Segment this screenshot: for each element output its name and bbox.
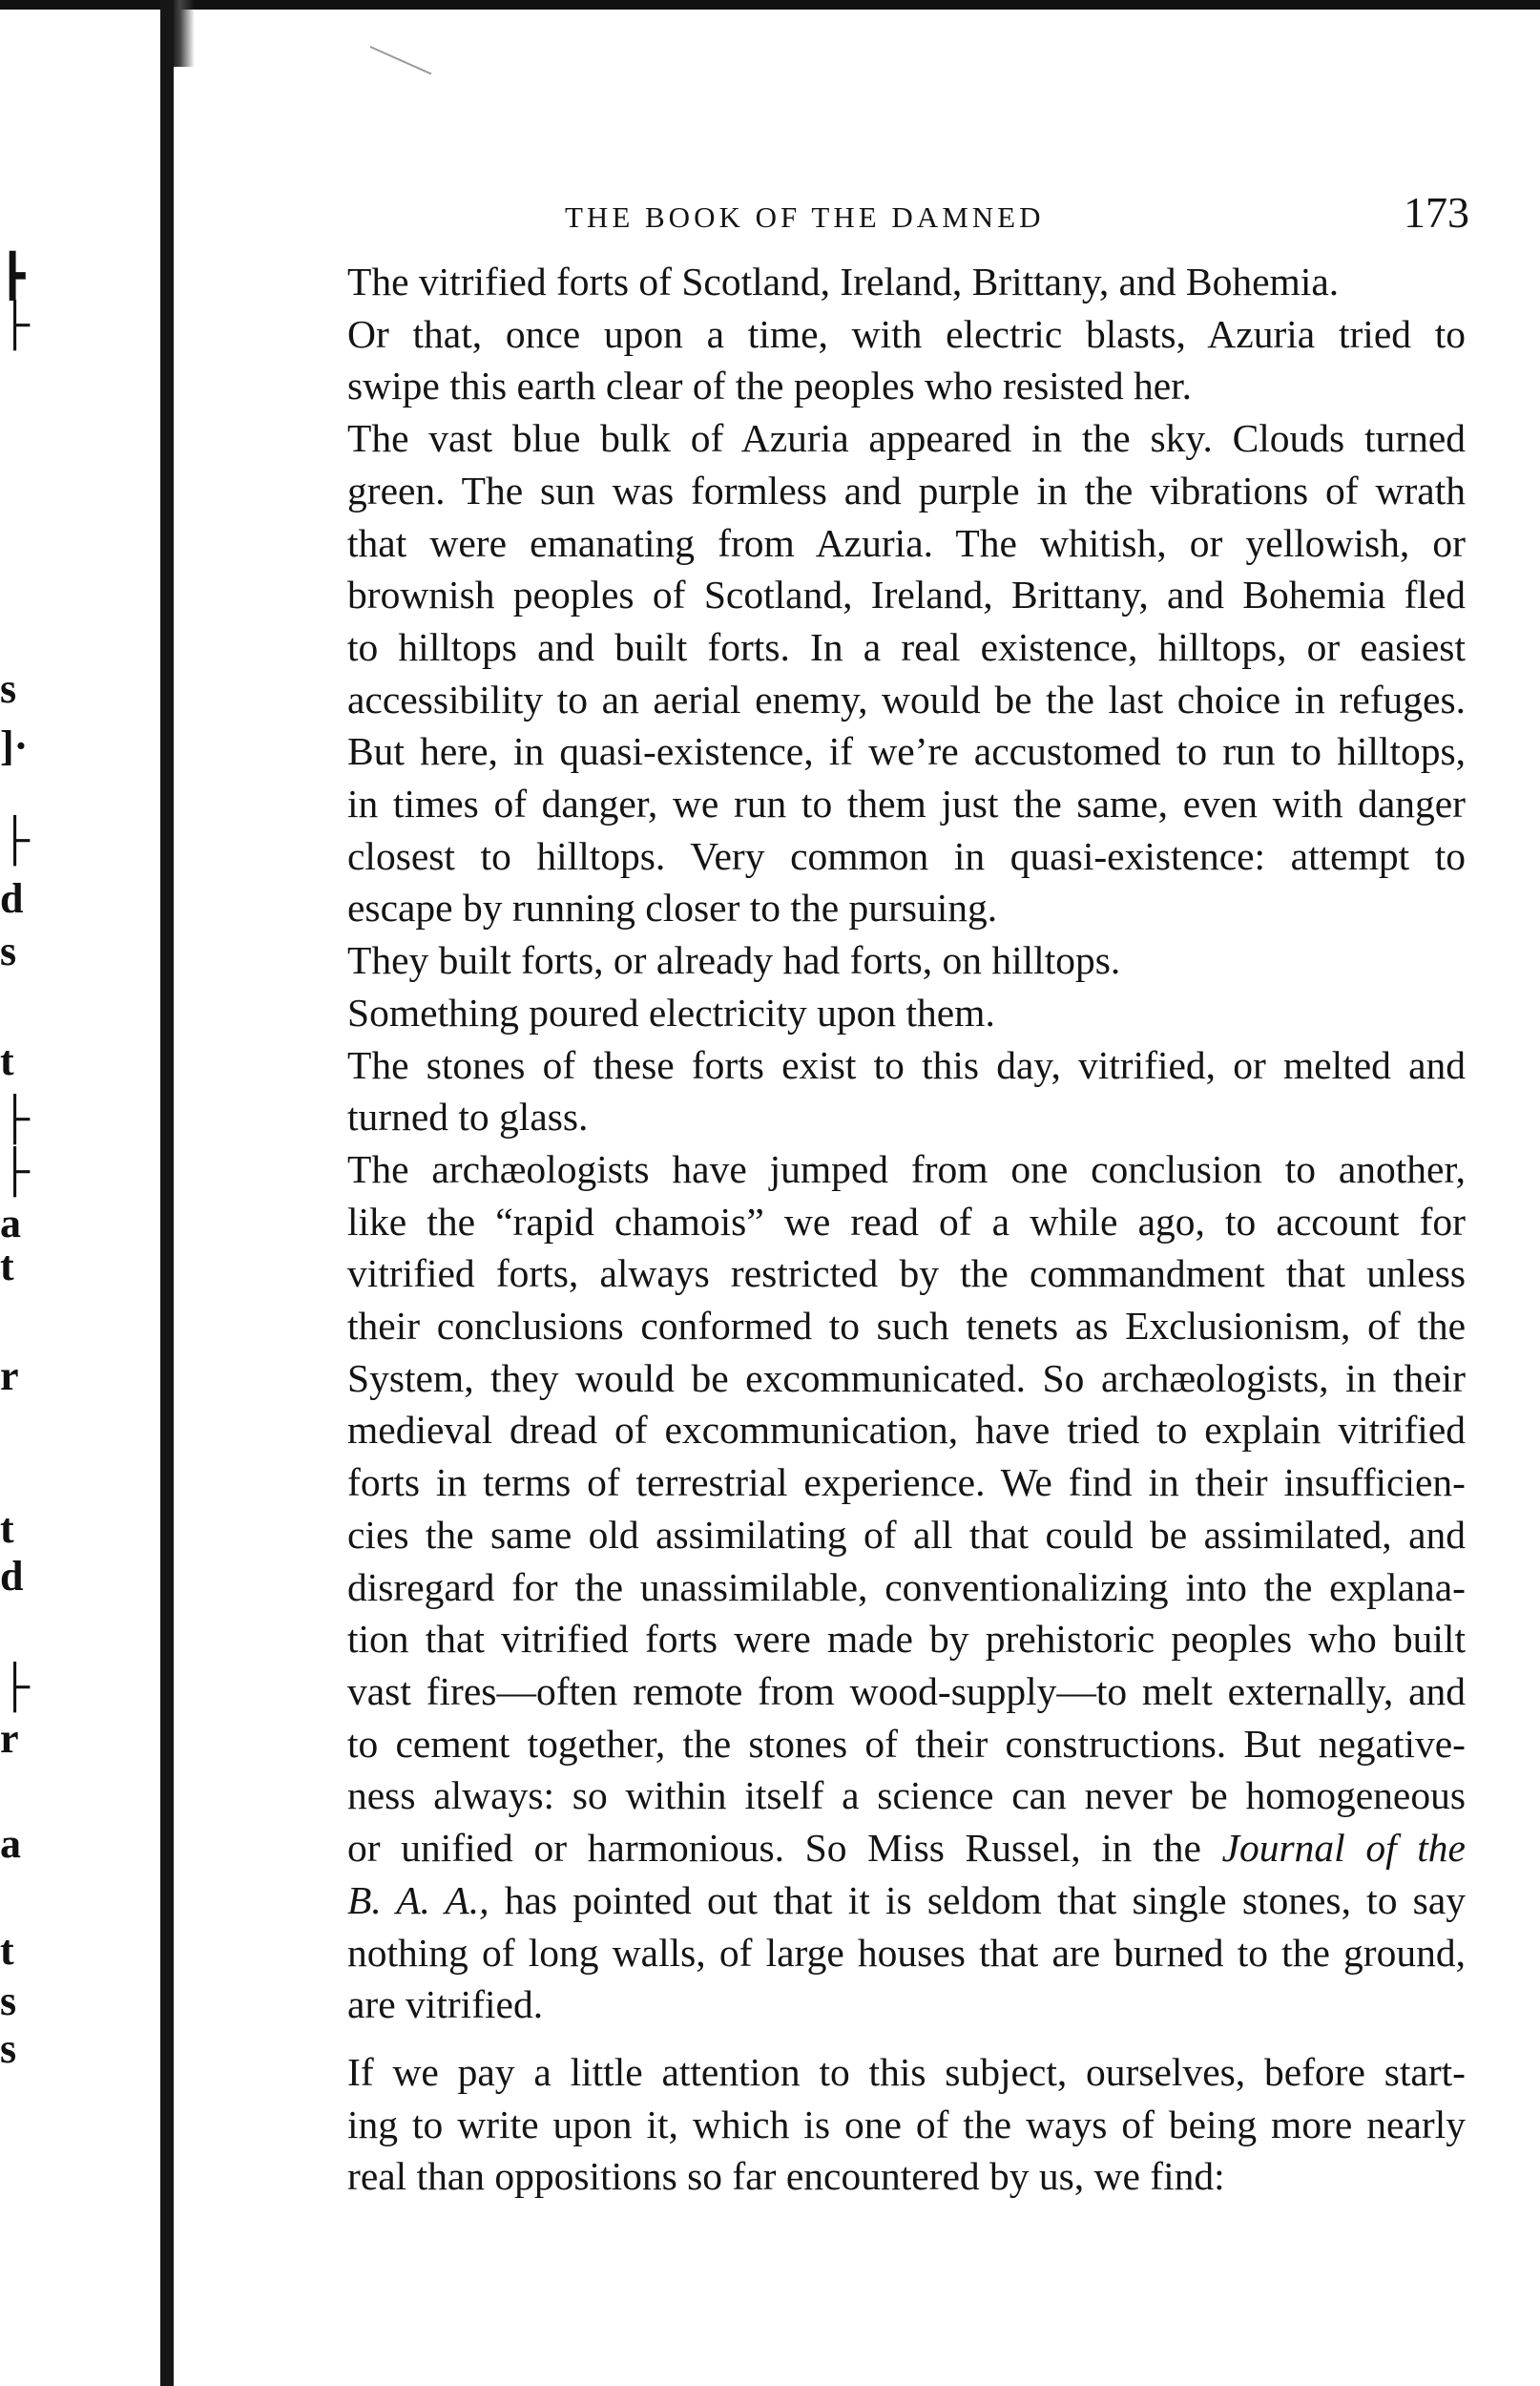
bleed-char: t: [0, 1243, 14, 1289]
bleed-char: t: [0, 1037, 14, 1084]
text-line: disregard for the unassimilable, conventionalizing into the explana-: [347, 1564, 1466, 1609]
text-line: vitrified forts, always restricted by the commandment that unless: [347, 1251, 1466, 1296]
text-line: medieval dread of excommunication, have tried to explain vitrified: [347, 1408, 1466, 1453]
book-spine-shadow: [160, 0, 174, 2386]
text-line: brownish peoples of Scotland, Ireland, Brittany, and Bohemia fled: [347, 573, 1466, 617]
bleed-char: ├: [0, 1147, 31, 1194]
spine-notch: [174, 0, 195, 67]
text-line-with-journal: [309, 1822, 1466, 1874]
text-line: swipe this earth clear of the peoples who resisted her.: [347, 364, 1193, 408]
text-line: that were emanating from Azuria. The whitish, or yellowish, or: [347, 520, 1466, 565]
page-header: [305, 187, 1469, 244]
bleed-char: d: [0, 875, 24, 922]
text-line: They built forts, or already had forts, on hilltops.: [347, 938, 1121, 983]
paragraph: [309, 412, 1466, 934]
text-line: in times of danger, we run to them just the same, even with danger: [347, 782, 1466, 827]
text-line: vast fires—often remote from wood-supply—to melt externally, and: [347, 1668, 1466, 1713]
scan-scratch-mark: [370, 46, 432, 74]
bleed-char: a: [0, 1820, 21, 1867]
journal-title-continued: B. A. A.,: [347, 1877, 489, 1922]
bleed-char: r: [0, 1352, 19, 1399]
bleed-char: ├: [0, 1095, 31, 1141]
paragraph: [309, 1143, 1466, 2031]
text-line: accessibility to an aerial enemy, would be the last choice in refuges.: [347, 677, 1466, 722]
text-line: green. The sun was formless and purple in the vibrations of wrath: [347, 468, 1466, 513]
page-top-edge: [0, 0, 1540, 10]
bleed-char: t: [0, 1927, 14, 1974]
paragraph: [309, 308, 1466, 412]
text-line: The archæologists have jumped from one conclusion to another,: [347, 1146, 1466, 1191]
bleed-char: ├: [0, 1663, 31, 1709]
bleed-char: ]·: [0, 722, 29, 769]
text-line: cies the same old assimilating of all that could be assimilated, and: [347, 1512, 1466, 1557]
paragraph: [309, 256, 1466, 308]
text-line: The vast blue bulk of Azuria appeared in the sky. Clouds turned: [347, 416, 1466, 461]
text-line: Or that, once upon a time, with electric blasts, Azuria tried to: [347, 311, 1466, 356]
text-line: nothing of long walls, of large houses that are burned to the ground,: [347, 1930, 1466, 1975]
bleed-char: s: [0, 2025, 17, 2072]
paragraph: [309, 2046, 1466, 2203]
text-line: The stones of these forts exist to this day, vitrified, or melted and: [347, 1042, 1466, 1087]
bleed-char: ├: [0, 301, 31, 347]
text-line: are vitrified.: [347, 1982, 544, 2027]
bleed-char: a: [0, 1200, 21, 1246]
text-line: Something poured electricity upon them.: [347, 990, 995, 1035]
bleed-char: s: [0, 1978, 17, 2024]
bleed-char: d: [0, 1553, 24, 1600]
text-line: System, they would be excommunicated. So archæologists, in their: [347, 1355, 1466, 1400]
text-line: If we pay a little attention to this subject, ourselves, before start-: [347, 2049, 1466, 2094]
text-line: their conclusions conformed to such tenets as Exclusionism, of the: [347, 1304, 1466, 1349]
bleed-char: s: [0, 665, 17, 712]
bleed-char: ├: [0, 816, 31, 863]
bleed-char: ┣: [0, 253, 26, 300]
page-number: 173: [1404, 188, 1469, 237]
text-line: The vitrified forts of Scotland, Ireland, Brittany, and Bohemia.: [347, 260, 1340, 303]
text-line: to cement together, the stones of their constructions. But negative-: [347, 1721, 1466, 1766]
bleed-char: s: [0, 928, 17, 974]
text-line: to hilltops and built forts. In a real existence, hilltops, or easiest: [347, 624, 1466, 669]
paragraph: [309, 987, 1466, 1039]
text-line: ing to write upon it, which is one of the ways of being more nearly: [347, 2102, 1466, 2146]
running-head: THE BOOK OF THE DAMNED: [565, 200, 1045, 234]
text-line: like the “rapid chamois” we read of a while ago, to account for: [347, 1199, 1466, 1244]
journal-title: Journal of the: [1221, 1826, 1466, 1871]
body-text: [309, 256, 1466, 2203]
text-line: closest to hilltops. Very common in quasi-existence: attempt to: [347, 833, 1466, 878]
text-line: real than oppositions so far encountered by us, we find:: [347, 2154, 1225, 2199]
text-line: escape by running closer to the pursuing.: [347, 886, 998, 931]
text-fragment: or unified or harmonious. So Miss Russel, in the: [347, 1826, 1222, 1871]
text-line: tion that vitrified forts were made by prehistoric peoples who built: [347, 1617, 1466, 1662]
text-line-with-journal: [309, 1874, 1466, 1927]
text-fragment: has pointed out that it is seldom that single stones, to say: [489, 1877, 1466, 1922]
bleed-char: r: [0, 1715, 19, 1762]
text-line: forts in terms of terrestrial experience. We find in their insufficien-: [347, 1460, 1466, 1505]
paragraph: [309, 934, 1466, 987]
paragraph: [309, 1039, 1466, 1143]
bleed-char: t: [0, 1505, 14, 1552]
text-line: ness always: so within itself a science can never be homogeneous: [347, 1773, 1466, 1818]
text-line: turned to glass.: [347, 1095, 589, 1140]
text-line: But here, in quasi-existence, if we’re accustomed to run to hilltops,: [347, 729, 1466, 774]
